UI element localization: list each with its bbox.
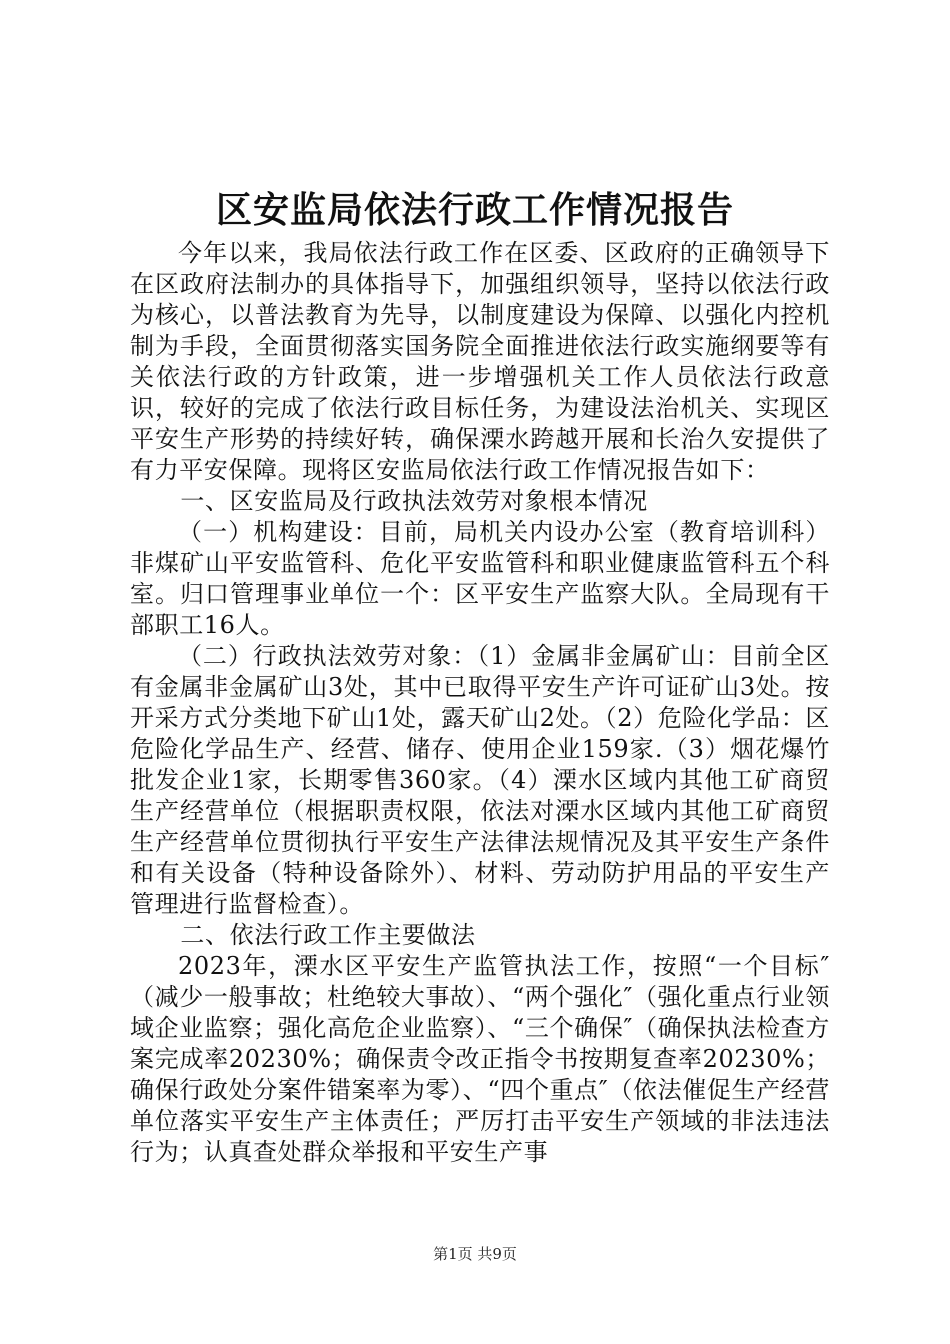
page-footer: 第1页 共9页	[433, 1245, 517, 1263]
paragraph-service-targets: （二）行政执法效劳对象：（1）金属非金属矿山：目前全区有金属非金属矿山3处，其中已取得平安生产许可证矿山3处。按开采方式分类地下矿山1处，露天矿山2处。（2）危险化学品：区危险化学品生产、经营、储存、使用企业159家.（3）烟花爆竹批发企业1家，长期零售360家。（4）溧水区域内其他工矿商贸生产经营单位（根据职责权限，依法对溧水区域内其他工矿商贸生产经营单位贯彻执行平安生产法律法规情况及其平安生产条件和有关设备（特种设备除外）、材料、劳动防护用品的平安生产管理进行监督检查）。	[130, 642, 830, 918]
document-title: 区安监局依法行政工作情况报告	[215, 189, 734, 231]
paragraph-intro: 今年以来，我局依法行政工作在区委、区政府的正确领导下在区政府法制办的具体指导下，加强组织领导，坚持以依法行政为核心，以普法教育为先导，以制度建设为保障、以强化内控机制为手段，全面贯彻落实国务院全面推进依法行政实施纲要等有关依法行政的方针政策，进一步增强机关工作人员依法行政意识，较好的完成了依法行政目标任务，为建设法治机关、实现区平安生产形势的持续好转，确保溧水跨越开展和长治久安提供了有力平安保障。现将区安监局依法行政工作情况报告如下：	[130, 239, 830, 484]
section-heading-1: 一、区安监局及行政执法效劳对象根本情况	[180, 487, 648, 515]
paragraph-practices: 2023年，溧水区平安生产监管执法工作，按照“一个目标″（减少一般事故；杜绝较大事故）、“两个强化″（强化重点行业领域企业监察；强化高危企业监察）、“三个确保″（确保执法检查方案完成率20230%；确保责令改正指令书按期复查率20230%；确保行政处分案件错案率为零）、“四个重点″（依法催促生产经营单位落实平安生产主体责任；严厉打击平安生产领域的非法违法行为；认真查处群众举报和平安生产事	[130, 952, 830, 1166]
paragraph-organization: （一）机构建设：目前，局机关内设办公室（教育培训科）非煤矿山平安监管科、危化平安监管科和职业健康监管科五个科室。归口管理事业单位一个：区平安生产监察大队。全局现有干部职工16人。	[130, 518, 830, 639]
document-body	[130, 238, 830, 1168]
section-heading-2: 二、依法行政工作主要做法	[180, 921, 476, 949]
